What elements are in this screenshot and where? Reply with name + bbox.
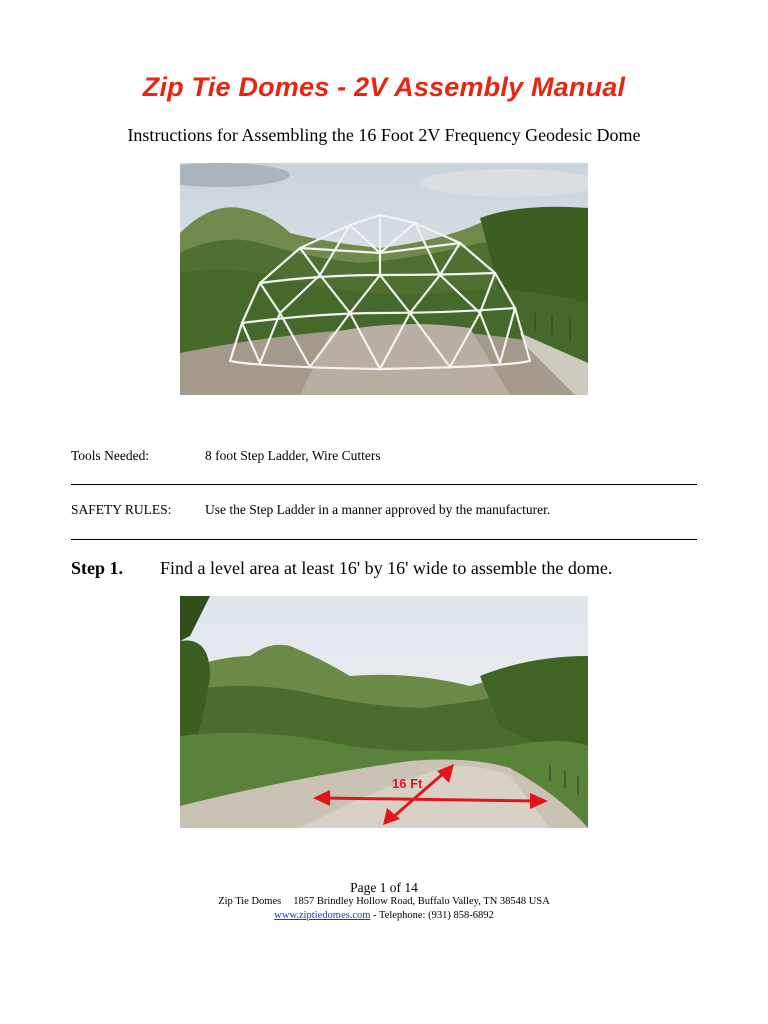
step-instruction: Find a level area at least 16' by 16' wide to assemble the dome. [160, 558, 613, 578]
footer-contact [0, 910, 768, 921]
dome-photo [180, 163, 588, 395]
divider [71, 484, 697, 485]
footer-phone: - Telephone: (931) 858-6892 [370, 910, 494, 921]
safety-rules-value: Use the Step Ladder in a manner approved by the manufacturer. [205, 502, 551, 517]
website-link[interactable]: www.ziptiedomes.com [274, 910, 371, 921]
manual-subtitle: Instructions for Assembling the 16 Foot 2V Frequency Geodesic Dome [127, 125, 641, 145]
step-number: Step 1. [71, 558, 124, 578]
page-number: Page 1 of 14 [350, 880, 418, 895]
divider [71, 539, 697, 540]
tools-needed-label: Tools Needed: [71, 448, 150, 463]
distance-annotation: 16 Ft [392, 776, 423, 791]
manual-title: Zip Tie Domes - 2V Assembly Manual [142, 72, 626, 102]
tools-needed-value: 8 foot Step Ladder, Wire Cutters [205, 448, 381, 463]
footer-street: 1857 Brindley Hollow Road, Buffalo Valley, TN 38548 USA [293, 896, 550, 907]
footer-address [0, 896, 768, 907]
footer-company: Zip Tie Domes [218, 896, 282, 907]
safety-rules-label: SAFETY RULES: [71, 502, 172, 517]
site-photo [180, 596, 588, 828]
